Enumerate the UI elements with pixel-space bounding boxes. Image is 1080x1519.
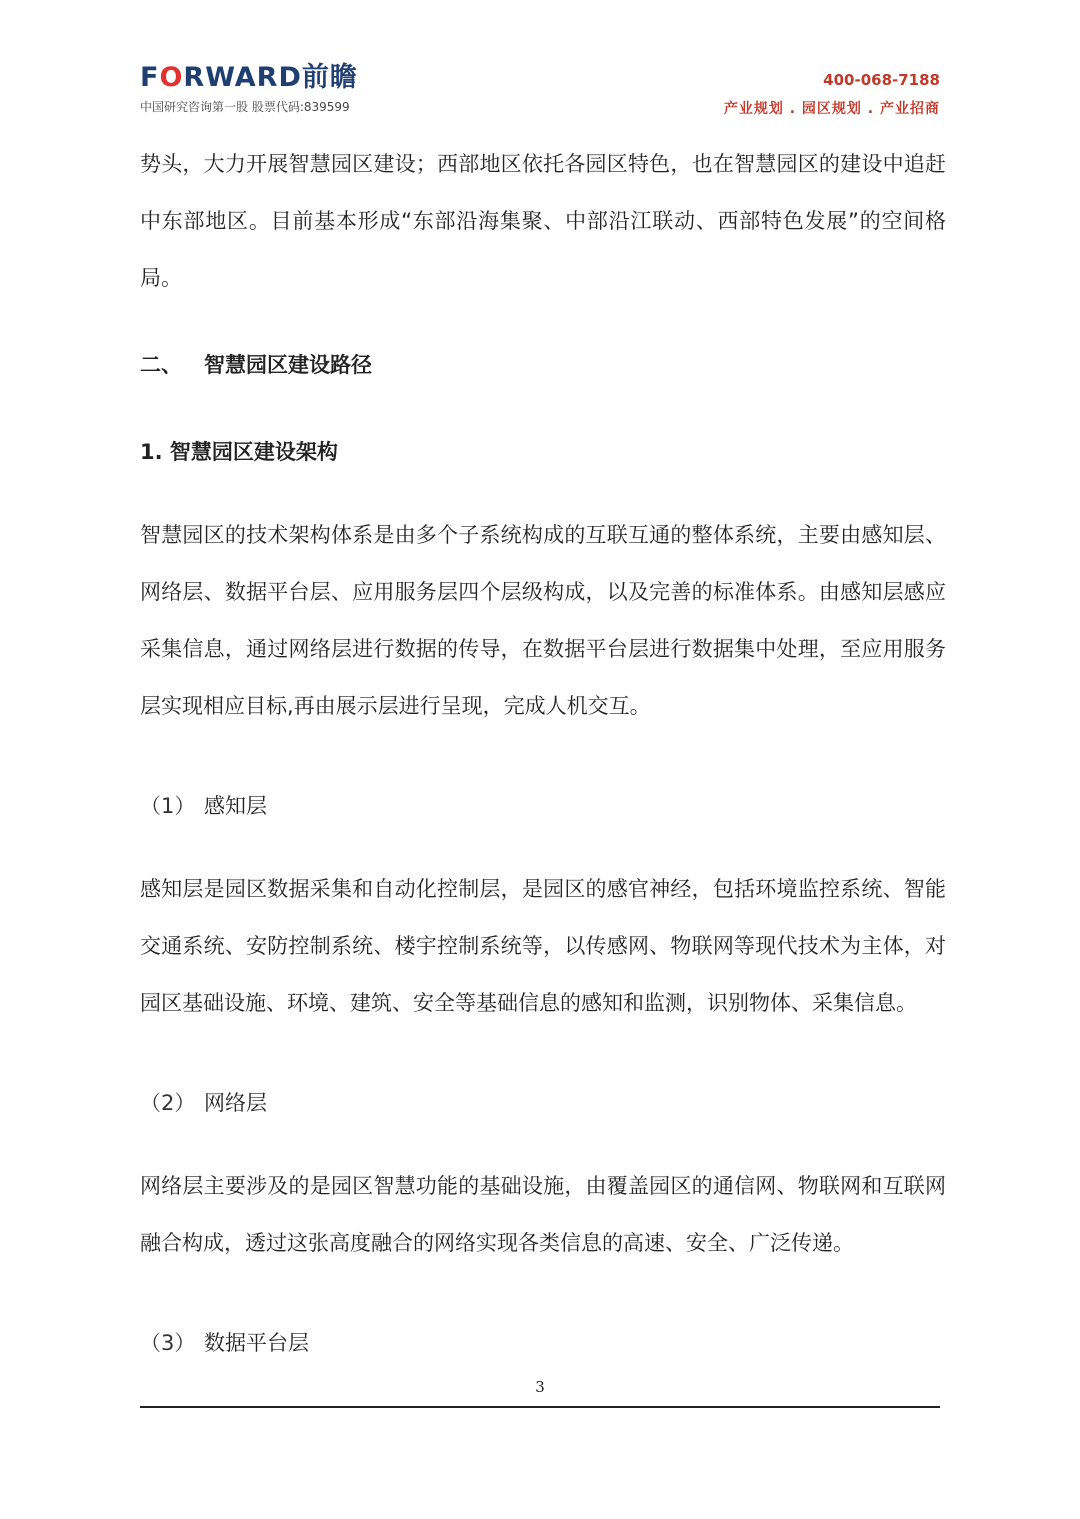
- layer-number: （3）: [140, 1331, 196, 1355]
- section-number: 二、: [140, 353, 182, 377]
- logo-o-mark: O: [159, 62, 184, 93]
- layer-title: 网络层: [204, 1091, 267, 1115]
- page-header: [140, 62, 940, 122]
- intro-paragraph: 势头，大力开展智慧园区建设；西部地区依托各园区特色，也在智慧园区的建设中追赶中东部地区。目前基本形成“东部沿海集聚、中部沿江联动、西部特色发展”的空间格局。: [140, 152, 946, 290]
- section-heading: [140, 350, 946, 380]
- section-title: 智慧园区建设路径: [204, 353, 372, 377]
- layer-number: （1）: [140, 794, 196, 818]
- subsection-heading: 1. 智慧园区建设架构: [140, 440, 338, 464]
- layer-heading-network: [140, 1088, 946, 1118]
- page-number: 3: [535, 1378, 545, 1396]
- layer-heading-data-platform: [140, 1328, 946, 1358]
- architecture-paragraph: 智慧园区的技术架构体系是由多个子系统构成的互联互通的整体系统，主要由感知层、网络层、数据平台层、应用服务层四个层级构成，以及完善的标准体系。由感知层感应采集信息，通过网络层进行数据的传导，在数据平台层进行数据集中处理，至应用服务层实现相应目标,再由展示层进行呈现，完成人机交互。: [140, 523, 946, 718]
- layer-title: 数据平台层: [204, 1331, 309, 1355]
- network-paragraph: 网络层主要涉及的是园区智慧功能的基础设施，由覆盖园区的通信网、物联网和互联网融合构成，透过这张高度融合的网络实现各类信息的高速、安全、广泛传递。: [140, 1174, 946, 1255]
- footer-divider: [140, 1406, 940, 1408]
- logo-subtitle: 中国研究咨询第一股 股票代码:839599: [140, 100, 350, 114]
- page-footer: [140, 1378, 940, 1408]
- layer-heading-perception: [140, 791, 946, 821]
- forward-logo: [140, 62, 358, 115]
- header-contact: [724, 70, 940, 118]
- perception-paragraph: 感知层是园区数据采集和自动化控制层，是园区的感官神经，包括环境监控系统、智能交通系统、安防控制系统、楼宇控制系统等，以传感网、物联网等现代技术为主体，对园区基础设施、环境、建筑、安全等基础信息的感知和监测，识别物体、采集信息。: [140, 877, 946, 1015]
- document-body: [140, 136, 946, 1358]
- layer-title: 感知层: [204, 794, 267, 818]
- logo-wordmark: FORWARD前瞻: [140, 62, 358, 93]
- phone-number: 400-068-7188: [823, 71, 940, 89]
- layer-number: （2）: [140, 1091, 196, 1115]
- header-slogan: 产业规划 . 园区规划 . 产业招商: [723, 101, 940, 117]
